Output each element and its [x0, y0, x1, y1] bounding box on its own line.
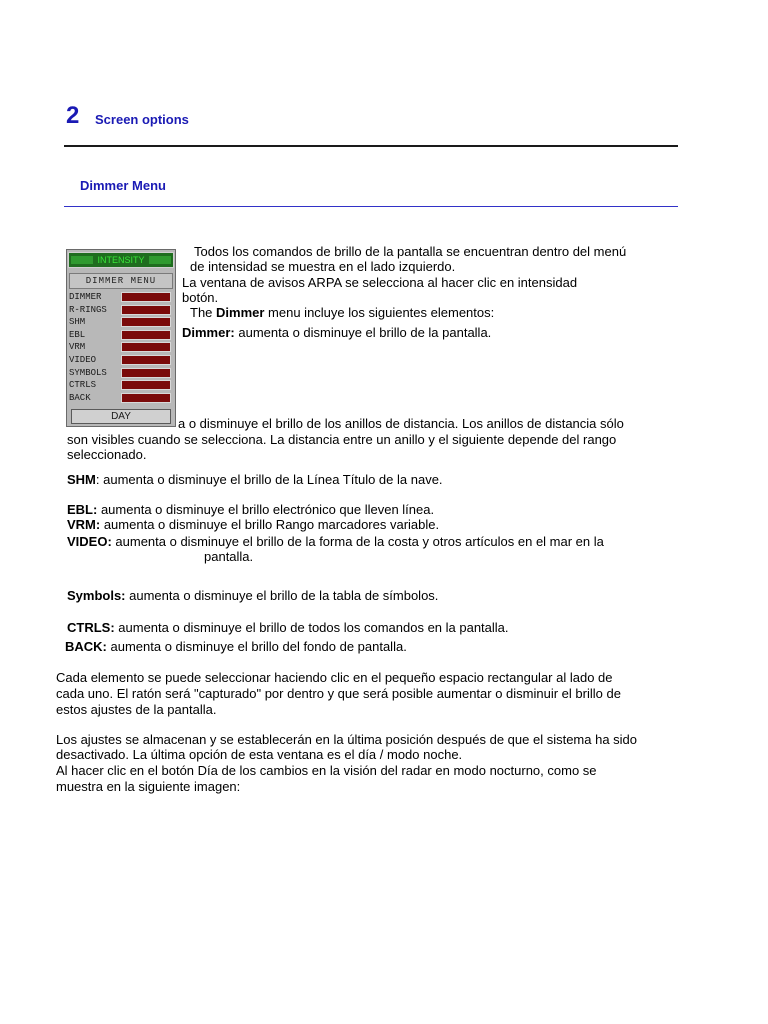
dimmer-slider-rrings[interactable]: [121, 305, 171, 315]
intensity-label: INTENSITY: [97, 255, 145, 265]
dimmer-slider-ebl[interactable]: [121, 330, 171, 340]
rrings-line-1: a o disminuye el brillo de los anillos de distancia. Los anillos de distancia sólo: [178, 416, 624, 431]
para1-line-3: estos ajustes de la pantalla.: [56, 702, 217, 717]
dimmer-row-ctrls: CTRLS: [69, 379, 175, 392]
back-description: BACK: aumenta o disminuye el brillo del fondo de pantalla.: [65, 639, 407, 654]
intro-line-2: de intensidad se muestra en el lado izquierdo.: [190, 259, 456, 274]
ctrls-description: CTRLS: aumenta o disminuye el brillo de todos los comandos en la pantalla.: [67, 620, 509, 635]
dimmer-slider-video[interactable]: [121, 355, 171, 365]
symbols-description: Symbols: aumenta o disminuye el brillo de la tabla de símbolos.: [67, 588, 439, 603]
dimmer-row-ebl: EBL: [69, 329, 175, 342]
dimmer-row-shm: SHM: [69, 316, 175, 329]
para2-line-4: muestra en la siguiente imagen:: [56, 779, 241, 794]
shm-description: SHM: aumenta o disminuye el brillo de la Línea Título de la nave.: [67, 472, 443, 487]
dimmer-description: Dimmer: aumenta o disminuye el brillo de la pantalla.: [182, 325, 492, 340]
para1-line-1: Cada elemento se puede seleccionar haciendo clic en el pequeño espacio rectangular al lado de: [56, 670, 613, 685]
vrm-description: VRM: aumenta o disminuye el brillo Rango marcadores variable.: [67, 517, 440, 532]
video-description: VIDEO: aumenta o disminuye el brillo de la forma de la costa y otros artículos en el mar en la: [67, 534, 604, 549]
rrings-line-2: son visibles cuando se selecciona. La distancia entre un anillo y el siguiente depende del rango: [67, 432, 617, 447]
dimmer-slider-back[interactable]: [121, 393, 171, 403]
intro-line-4: botón.: [182, 290, 219, 305]
dimmer-menu-items: [69, 291, 175, 404]
para1-line-2: cada uno. El ratón será "capturado" por dentro y que será posible aumentar o disminuir el brillo de: [56, 686, 621, 701]
subsection-title: Dimmer Menu: [80, 178, 166, 193]
para2-line-1: Los ajustes se almacenan y se establecerán en la última posición después de que el sistema ha sido: [56, 732, 638, 747]
day-button[interactable]: DAY: [71, 409, 171, 424]
dimmer-menu-title: DIMMER MENU: [69, 273, 173, 289]
para2-line-2: desactivado. La última opción de esta ventana es el día / modo noche.: [56, 747, 463, 762]
subsection-divider: [64, 206, 678, 207]
dimmer-slider-dimmer[interactable]: [121, 292, 171, 302]
dimmer-slider-vrm[interactable]: [121, 342, 171, 352]
dimmer-row-rrings: R-RINGS: [69, 304, 175, 317]
intro-line-3: La ventana de avisos ARPA se selecciona al hacer clic en intensidad: [182, 275, 578, 290]
dimmer-slider-shm[interactable]: [121, 317, 171, 327]
section-title: Screen options: [95, 112, 189, 127]
section-divider: [64, 145, 678, 147]
intro-line-1: Todos los comandos de brillo de la pantalla se encuentran dentro del menú: [194, 244, 627, 259]
dimmer-row-dimmer: DIMMER: [69, 291, 175, 304]
dimmer-label: Dimmer:: [182, 325, 235, 340]
dimmer-row-vrm: VRM: [69, 341, 175, 354]
dimmer-row-back: BACK: [69, 392, 175, 405]
video-description-cont: pantalla.: [204, 549, 254, 564]
intensity-button[interactable]: [68, 252, 174, 268]
rrings-line-3: seleccionado.: [67, 447, 147, 462]
dimmer-slider-symbols[interactable]: [121, 368, 171, 378]
intro-line-5: The Dimmer menu incluye los siguientes elementos:: [190, 305, 495, 320]
section-number: 2: [66, 102, 80, 129]
dimmer-row-video: VIDEO: [69, 354, 175, 367]
dimmer-slider-ctrls[interactable]: [121, 380, 171, 390]
dimmer-row-symbols: SYMBOLS: [69, 367, 175, 380]
para2-line-3: Al hacer clic en el botón Día de los cambios en la visión del radar en modo nocturno, como se: [56, 763, 597, 778]
intensity-left-indicator: [71, 256, 93, 264]
dimmer-menu-panel: [66, 249, 176, 427]
ebl-description: EBL: aumenta o disminuye el brillo electrónico que lleven línea.: [67, 502, 435, 517]
intensity-right-indicator: [149, 256, 171, 264]
